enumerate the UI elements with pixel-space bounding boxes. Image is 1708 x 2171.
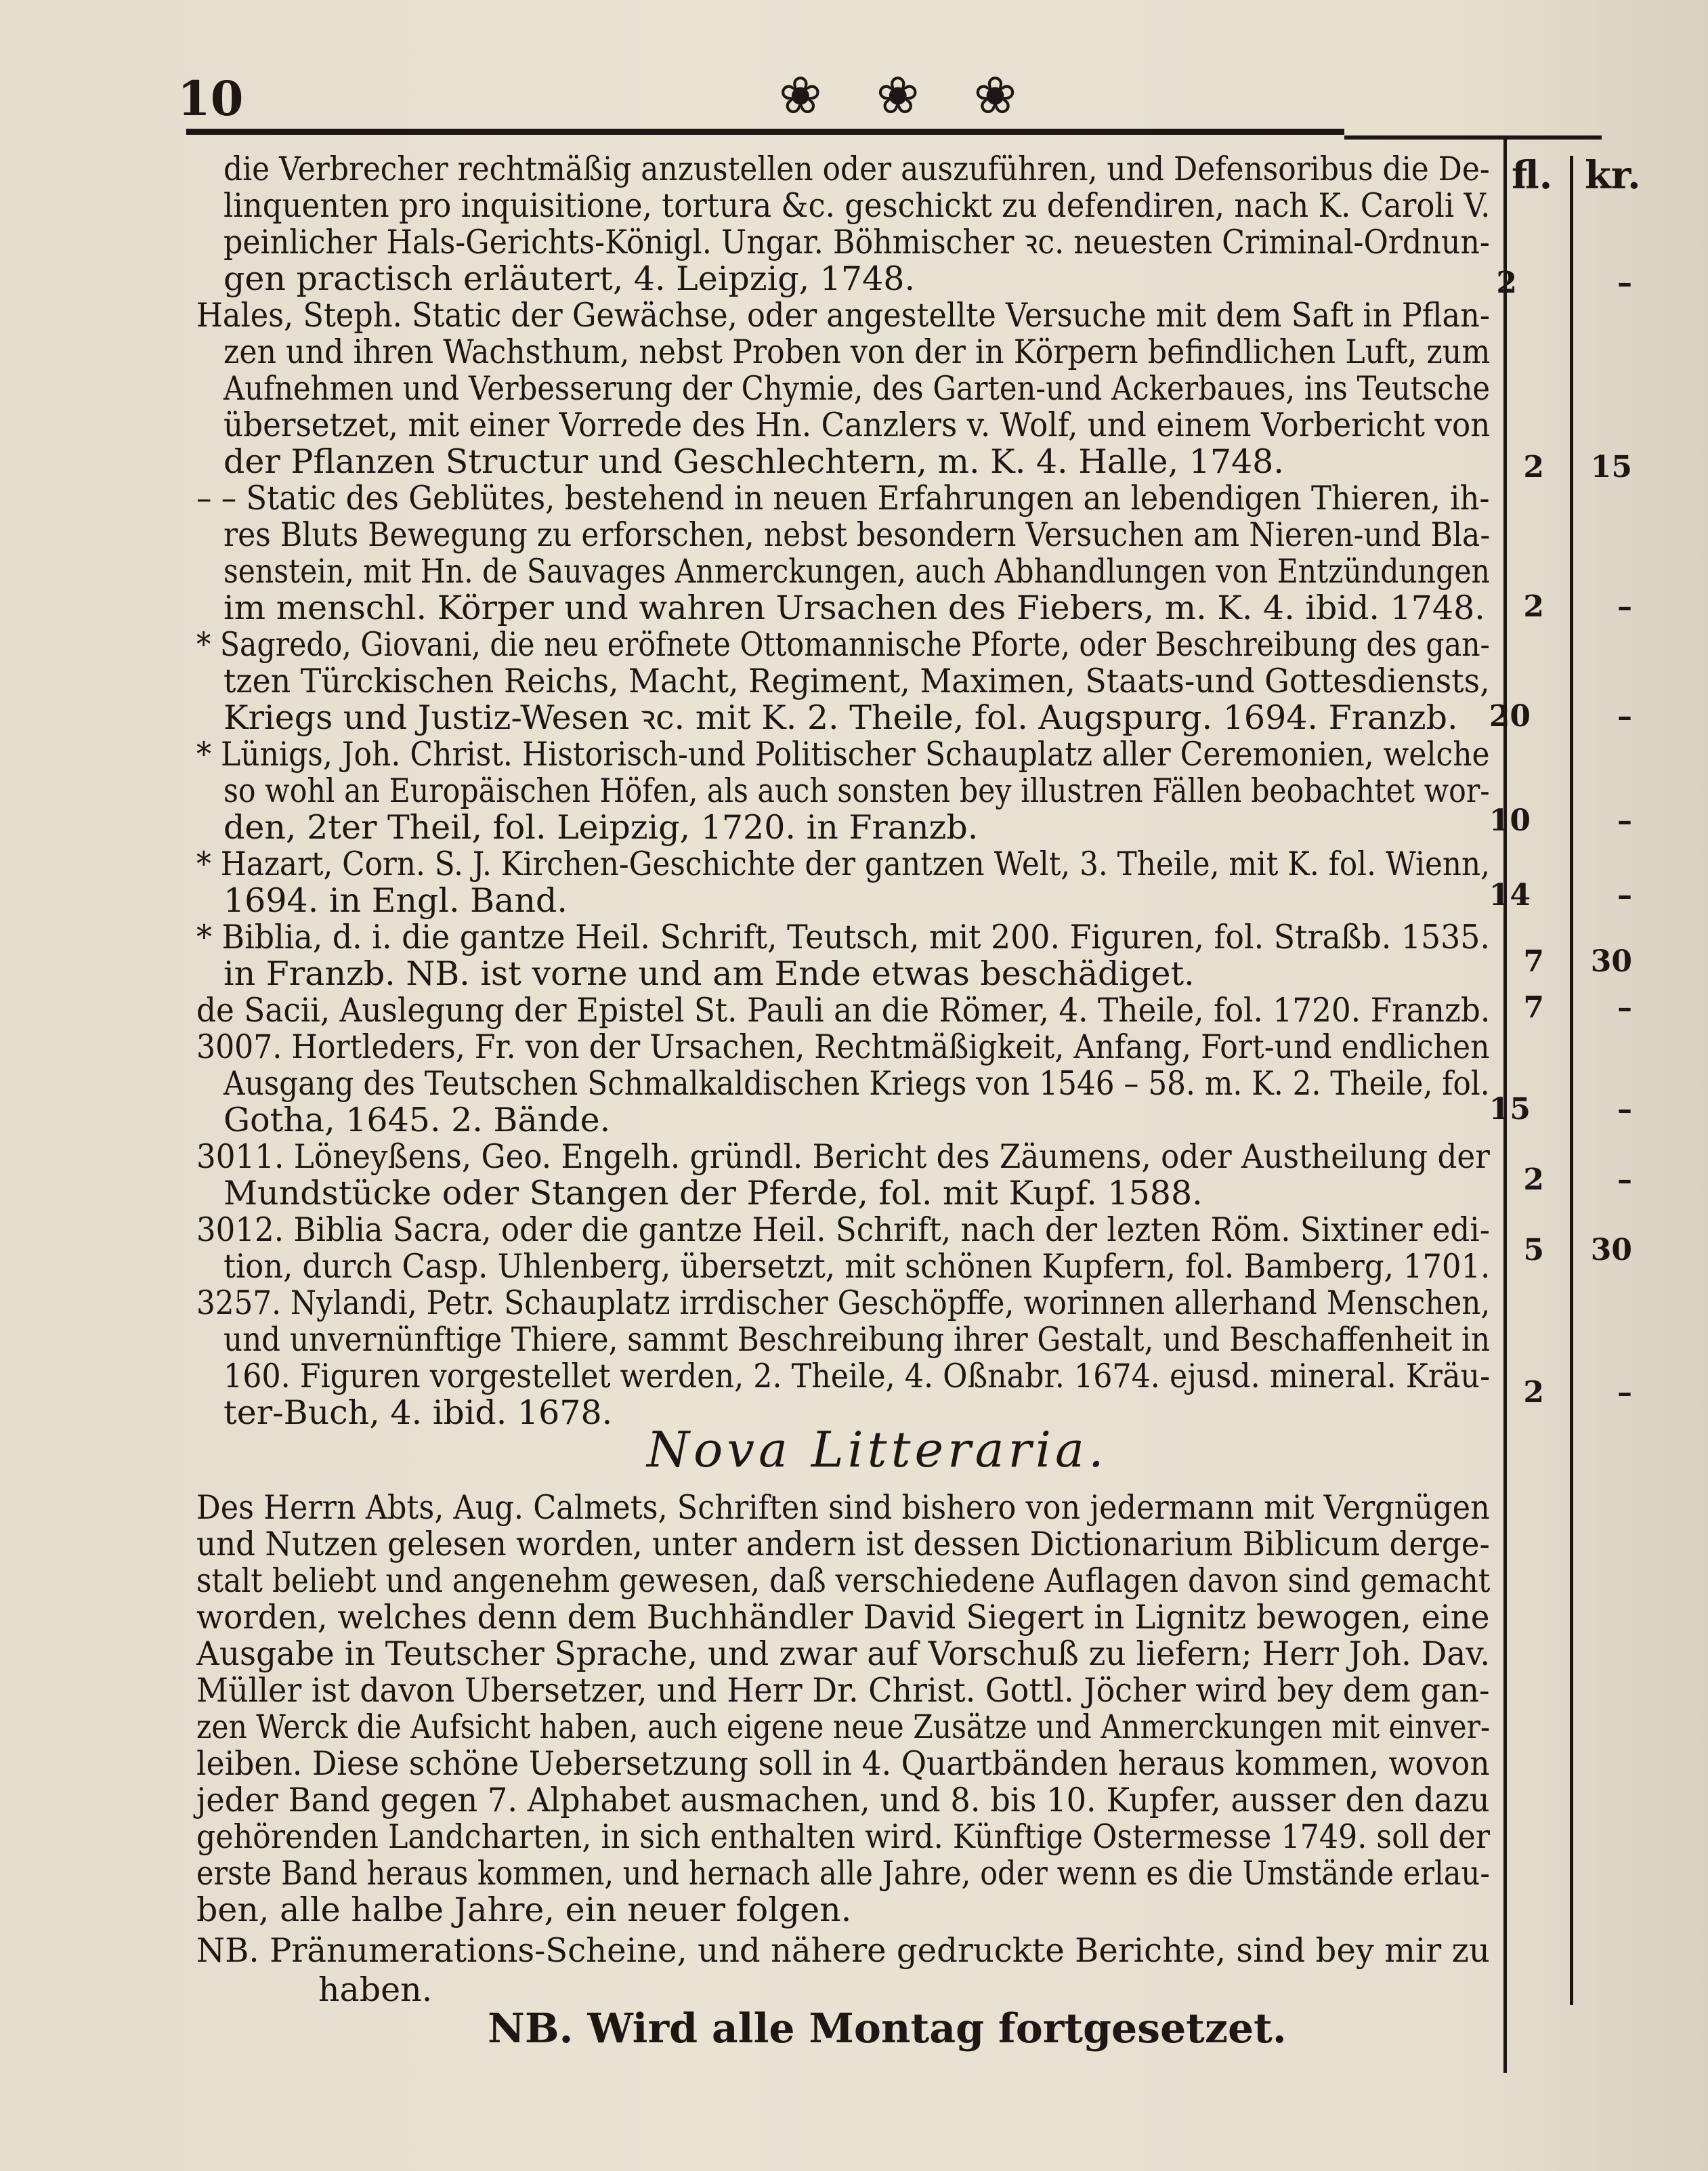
fl-column-header: fl. bbox=[1512, 153, 1553, 198]
price-fl: 7 bbox=[1523, 990, 1544, 1025]
price-fl: 2 bbox=[1523, 589, 1544, 624]
catalogue-line: Mundstücke oder Stangen der Pferde, fol. mit Kupf. 1588. bbox=[223, 1174, 1203, 1213]
news-line: leiben. Diese schöne Uebersetzung soll in 4. Quartbänden heraus kommen, wovon bbox=[196, 1744, 1490, 1783]
catalogue-line: gen practisch erläutert, 4. Leipzig, 1748. bbox=[223, 259, 916, 298]
price-kr: – bbox=[1617, 589, 1632, 624]
price-fl: 2 bbox=[1523, 1162, 1544, 1197]
price-fl: 14 bbox=[1489, 878, 1531, 912]
price-fl: 2 bbox=[1523, 1375, 1544, 1410]
catalogue-line: * Sagredo, Giovani, die neu eröfnete Ottomannische Pforte, oder Beschreibung des gan- bbox=[196, 625, 1490, 664]
news-line: zen Werck die Aufsicht haben, auch eigene neue Zusätze und Anmerckungen mit einver- bbox=[196, 1708, 1491, 1746]
catalogue-line: 3257. Nylandi, Petr. Schauplatz irrdischer Geschöpffe, worinnen allerhand Menschen, bbox=[196, 1284, 1491, 1322]
price-kr: 15 bbox=[1590, 450, 1632, 484]
price-column-divider-mid bbox=[1570, 156, 1573, 2005]
price-kr: – bbox=[1617, 1375, 1632, 1410]
price-fl: 10 bbox=[1489, 803, 1531, 838]
catalogue-line: übersetzet, mit einer Vorrede des Hn. Canzlers v. Wolf, und einem Vorbericht von bbox=[223, 406, 1491, 444]
price-kr: – bbox=[1617, 990, 1632, 1025]
catalogue-line: ter-Buch, 4. ibid. 1678. bbox=[223, 1393, 613, 1432]
catalogue-line: 160. Figuren vorgestellet werden, 2. Theile, 4. Oßnabr. 1674. ejusd. mineral. Kräu- bbox=[223, 1357, 1491, 1395]
catalogue-line: 1694. in Engl. Band. bbox=[223, 881, 568, 920]
price-fl: 20 bbox=[1489, 699, 1531, 734]
catalogue-line: 3011. Löneyßens, Geo. Engelh. gründl. Bericht des Zäumens, oder Austheilung der bbox=[196, 1137, 1490, 1176]
news-line: jeder Band gegen 7. Alphabet ausmachen, und 8. bis 10. Kupfer, ausser den dazu bbox=[196, 1781, 1490, 1819]
catalogue-line: so wohl an Europäischen Höfen, als auch sonsten bey illustren Fällen beobachtet wor- bbox=[223, 772, 1490, 810]
price-fl: 2 bbox=[1496, 266, 1517, 300]
catalogue-line: – – Static des Geblütes, bestehend in neuen Erfahrungen an lebendigen Thieren, ih- bbox=[196, 479, 1490, 518]
price-fl: 7 bbox=[1523, 944, 1544, 979]
catalogue-line: Ausgang des Teutschen Schmalkaldischen Kriegs von 1546 – 58. m. K. 2. Theile, fol. bbox=[223, 1064, 1490, 1103]
catalogue-line: zen und ihren Wachsthum, nebst Proben von der in Körpern befindlichen Luft, zum bbox=[223, 333, 1491, 371]
news-line: worden, welches denn dem Buchhändler David Siegert in Lignitz bewogen, eine bbox=[196, 1598, 1490, 1637]
price-kr: – bbox=[1617, 699, 1632, 734]
catalogue-line: senstein, mit Hn. de Sauvages Anmerckungen, auch Abhandlungen von Entzündungen bbox=[223, 552, 1490, 591]
price-kr: – bbox=[1617, 803, 1632, 838]
catalogue-line: Gotha, 1645. 2. Bände. bbox=[223, 1101, 611, 1139]
catalogue-line: Aufnehmen und Verbesserung der Chymie, des Garten-und Ackerbaues, ins Teutsche bbox=[223, 369, 1490, 408]
price-kr: – bbox=[1617, 266, 1632, 300]
price-kr: – bbox=[1617, 1092, 1632, 1126]
catalogue-line: im menschl. Körper und wahren Ursachen des Fiebers, m. K. 4. ibid. 1748. bbox=[223, 589, 1485, 627]
catalogue-line: res Bluts Bewegung zu erforschen, nebst besondern Versuchen am Nieren-und Bla- bbox=[223, 515, 1491, 554]
footer-note: NB. Wird alle Montag fortgesetzet. bbox=[488, 2005, 1287, 2052]
price-kr: – bbox=[1617, 1162, 1632, 1197]
catalogue-line: de Sacii, Auslegung der Epistel St. Pauli an die Römer, 4. Theile, fol. 1720. Franzb. bbox=[196, 991, 1491, 1030]
catalogue-line: peinlicher Hals-Gerichts-Königl. Ungar. Böhmischer ꝛc. neuesten Criminal-Ordnun- bbox=[223, 223, 1490, 261]
catalogue-line: * Biblia, d. i. die gantze Heil. Schrift, Teutsch, mit 200. Figuren, fol. Straßb. 1535. bbox=[196, 918, 1490, 956]
catalogue-line: 3007. Hortleders, Fr. von der Ursachen, Rechtmäßigkeit, Anfang, Fort-und endlichen bbox=[196, 1028, 1490, 1066]
price-fl: 15 bbox=[1489, 1092, 1531, 1126]
catalogue-line: tion, durch Casp. Uhlenberg, übersetzt, mit schönen Kupfern, fol. Bamberg, 1701. bbox=[223, 1247, 1491, 1286]
catalogue-line: in Franzb. NB. ist vorne und am Ende etwas beschädiget. bbox=[223, 954, 1195, 993]
catalogue-line: der Pflanzen Structur und Geschlechtern, m. K. 4. Halle, 1748. bbox=[223, 442, 1284, 481]
catalogue-line: linquenten pro inquisitione, tortura &c. geschickt zu defendiren, nach K. Caroli V. bbox=[223, 186, 1491, 225]
price-fl: 5 bbox=[1523, 1233, 1544, 1267]
news-line: gehörenden Landcharten, in sich enthalten wird. Künftige Ostermesse 1749. soll der bbox=[196, 1817, 1491, 1856]
price-kr: 30 bbox=[1590, 1233, 1632, 1267]
section-heading: Nova Litteraria. bbox=[647, 1421, 1108, 1478]
catalogue-line: * Hazart, Corn. S. J. Kirchen-Geschichte der gantzen Welt, 3. Theile, mit K. fol. Wienn, bbox=[196, 845, 1491, 883]
catalogue-line: den, 2ter Theil, fol. Leipzig, 1720. in Franzb. bbox=[223, 808, 979, 847]
catalogue-line: Hales, Steph. Static der Gewächse, oder angestellte Versuche mit dem Saft in Pflan- bbox=[196, 296, 1490, 335]
header-ornament: ❀ ❀ ❀ bbox=[779, 65, 1036, 125]
news-line: Ausgabe in Teutscher Sprache, und zwar auf Vorschuß zu liefern; Herr Joh. Dav. bbox=[196, 1635, 1491, 1673]
price-column-rule bbox=[1344, 135, 1602, 140]
price-kr: 30 bbox=[1590, 944, 1632, 979]
news-line: haben. bbox=[318, 1970, 433, 2009]
news-line: Des Herrn Abts, Aug. Calmets, Schriften sind bishero von jedermann mit Vergnügen bbox=[196, 1488, 1490, 1527]
news-line: stalt beliebt und angenehm gewesen, daß verschiedene Auflagen davon sind gemacht bbox=[196, 1561, 1491, 1600]
price-fl: 2 bbox=[1523, 450, 1544, 484]
news-line: und Nutzen gelesen worden, unter andern ist dessen Dictionarium Biblicum derge- bbox=[196, 1525, 1490, 1563]
page-number: 10 bbox=[177, 70, 244, 127]
catalogue-line: Kriegs und Justiz-Wesen ꝛc. mit K. 2. Theile, fol. Augspurg. 1694. Franzb. bbox=[223, 698, 1458, 737]
catalogue-line: * Lünigs, Joh. Christ. Historisch-und Politischer Schauplatz aller Ceremonien, welche bbox=[196, 735, 1490, 774]
price-kr: – bbox=[1617, 878, 1632, 912]
catalogue-line: 3012. Biblia Sacra, oder die gantze Heil. Schrift, nach der lezten Röm. Sixtiner edi- bbox=[196, 1210, 1490, 1249]
catalogue-line: die Verbrecher rechtmäßig anzustellen oder auszuführen, und Defensoribus die De- bbox=[223, 150, 1490, 188]
news-line: ben, alle halbe Jahre, ein neuer folgen. bbox=[196, 1891, 852, 1929]
catalogue-line: tzen Türckischen Reichs, Macht, Regiment, Maximen, Staats-und Gottesdiensts, bbox=[223, 662, 1490, 700]
news-line: erste Band heraus kommen, und hernach alle Jahre, oder wenn es die Umstände erlau- bbox=[196, 1854, 1490, 1893]
news-line: Müller ist davon Ubersetzer, und Herr Dr. Christ. Gottl. Jöcher wird bey dem gan- bbox=[196, 1671, 1490, 1710]
header-rule bbox=[186, 129, 1344, 135]
kr-column-header: kr. bbox=[1585, 153, 1641, 198]
catalogue-line: und unvernünftige Thiere, sammt Beschreibung ihrer Gestalt, und Beschaffenheit in bbox=[223, 1320, 1491, 1359]
news-line: NB. Pränumerations-Scheine, und nähere gedruckte Berichte, sind bey mir zu bbox=[196, 1931, 1490, 1970]
